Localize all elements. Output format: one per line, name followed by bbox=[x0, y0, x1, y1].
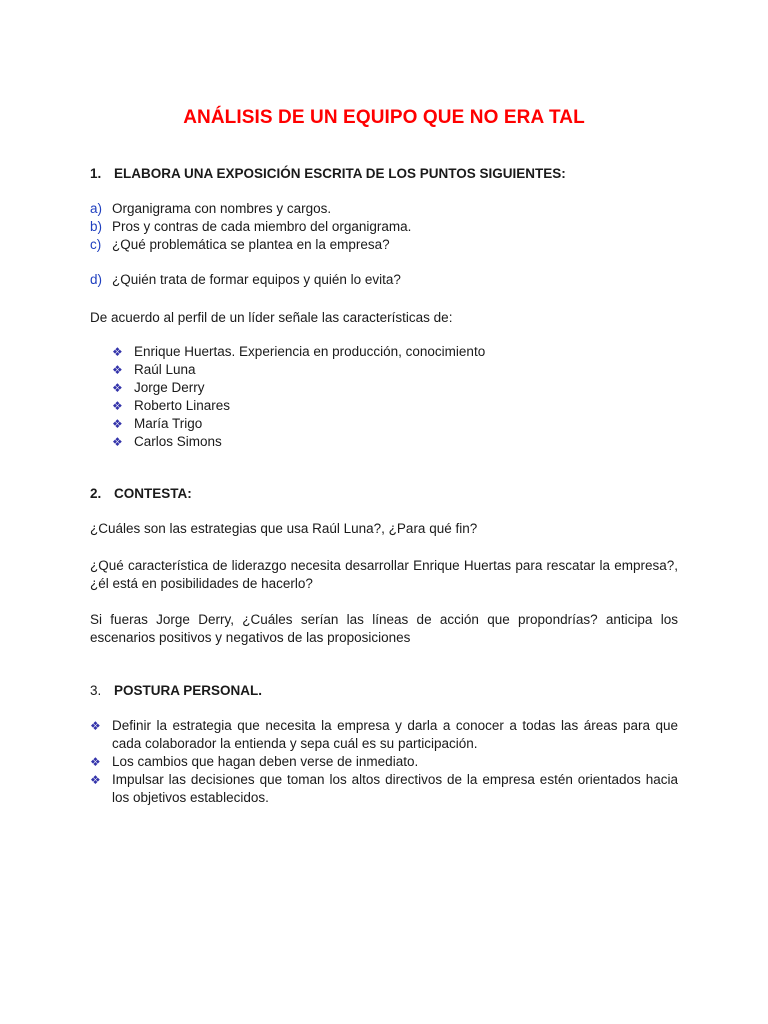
item-letter: c) bbox=[90, 237, 102, 252]
section-1-intro: De acuerdo al perfil de un líder señale las características de: bbox=[90, 310, 453, 325]
list-item bbox=[112, 361, 678, 379]
list-item bbox=[112, 415, 678, 433]
question-3: Si fueras Jorge Derry, ¿Cuáles serían las líneas de acción que propondrías? anticipa los escenarios positivos y negativos de las proposiciones bbox=[90, 612, 678, 645]
point-text: Definir la estrategia que necesita la empresa y darla a conocer a todas las áreas para que cada colaborador la entienda y sepa cuál es su participación. bbox=[112, 718, 678, 751]
list-item bbox=[90, 218, 678, 236]
item-letter: b) bbox=[90, 219, 103, 234]
diamond-bullet-icon: ❖ bbox=[90, 755, 101, 769]
person-text: Raúl Luna bbox=[134, 362, 196, 377]
list-item bbox=[90, 200, 678, 218]
question-1: ¿Cuáles son las estrategias que usa Raúl Luna?, ¿Para qué fin? bbox=[90, 521, 478, 536]
diamond-bullet-icon: ❖ bbox=[90, 719, 101, 733]
diamond-bullet-icon: ❖ bbox=[90, 773, 101, 787]
diamond-bullet-icon: ❖ bbox=[112, 399, 123, 413]
section-1-title: ELABORA UNA EXPOSICIÓN ESCRITA DE LOS PUNTOS SIGUIENTES: bbox=[114, 166, 566, 181]
section-3-number: 3. bbox=[90, 683, 102, 698]
item-text: Organigrama con nombres y cargos. bbox=[112, 201, 332, 216]
diamond-bullet-icon: ❖ bbox=[112, 363, 123, 377]
list-item bbox=[90, 236, 678, 254]
section-3-title: POSTURA PERSONAL. bbox=[114, 683, 263, 698]
item-text: ¿Qué problemática se plantea en la empresa? bbox=[112, 237, 390, 252]
section-2-title: CONTESTA: bbox=[114, 486, 192, 501]
list-item bbox=[90, 271, 678, 289]
point-text: Impulsar las decisiones que toman los altos directivos de la empresa estén orientados hacia los objetivos establecidos. bbox=[112, 772, 678, 805]
diamond-bullet-icon: ❖ bbox=[112, 417, 123, 431]
list-item bbox=[112, 379, 678, 397]
diamond-bullet-icon: ❖ bbox=[112, 435, 123, 449]
section-1-number: 1. bbox=[90, 166, 102, 181]
item-letter: d) bbox=[90, 272, 103, 287]
diamond-bullet-icon: ❖ bbox=[112, 345, 123, 359]
person-text: María Trigo bbox=[134, 416, 203, 431]
diamond-bullet-icon: ❖ bbox=[112, 381, 123, 395]
list-item bbox=[112, 433, 678, 451]
list-item bbox=[90, 717, 678, 753]
person-text: Enrique Huertas. Experiencia en producción, conocimiento bbox=[134, 344, 486, 359]
section-1-heading bbox=[90, 165, 678, 183]
section-3-heading bbox=[90, 682, 678, 700]
section-2-number: 2. bbox=[90, 486, 102, 501]
people-list bbox=[112, 343, 678, 451]
person-text: Roberto Linares bbox=[134, 398, 231, 413]
document-title: ANÁLISIS DE UN EQUIPO QUE NO ERA TAL bbox=[183, 107, 585, 128]
item-text: Pros y contras de cada miembro del organigrama. bbox=[112, 219, 412, 234]
list-item bbox=[112, 343, 678, 361]
list-item bbox=[90, 771, 678, 807]
section-2-heading bbox=[90, 485, 678, 503]
item-text: ¿Quién trata de formar equipos y quién lo evita? bbox=[112, 272, 401, 287]
question-2: ¿Qué característica de liderazgo necesita desarrollar Enrique Huertas para rescatar la empresa?, ¿él está en posibilidades de hacerlo? bbox=[90, 558, 678, 591]
person-text: Jorge Derry bbox=[134, 380, 205, 395]
item-letter: a) bbox=[90, 201, 103, 216]
personal-points-list bbox=[90, 717, 678, 807]
point-text: Los cambios que hagan deben verse de inmediato. bbox=[112, 754, 419, 769]
list-item bbox=[112, 397, 678, 415]
person-text: Carlos Simons bbox=[134, 434, 222, 449]
section-1-letter-list bbox=[90, 200, 678, 254]
section-1-item-d bbox=[90, 271, 678, 289]
list-item bbox=[90, 753, 678, 771]
